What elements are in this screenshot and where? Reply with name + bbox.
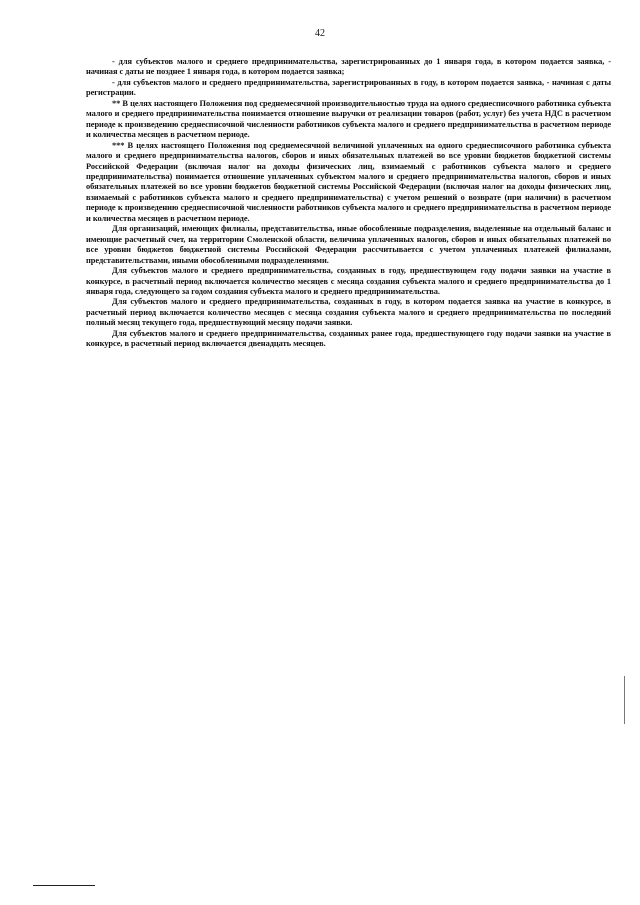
scan-margin-mark [624,676,625,724]
footer-rule [33,885,95,886]
paragraph-branches: Для организаций, имеющих филиалы, представительства, иные обособленные подразделения, выделенные на отдельный баланс и имеющие расчетный счет, на территории Смоленской области, величина уплаченных налогов, сборов и иных обязательных платежей во все уровни бюджетов бюджетной системы Российской Федерации рассчитывается с учетом уплаченных платежей филиалами, представительствами, иными обособленными подразделениями. [86,224,611,265]
page-number: 42 [315,28,325,39]
paragraph-created-current-year: Для субъектов малого и среднего предпринимательства, созданных в году, в котором подается заявка на участие в конкурсе, в расчетный период включается количество месяцев с месяца создания субъекта малого и среднего предпринимательства по последний полный месяц текущего года, предшествующий месяцу подачи заявки. [86,297,611,328]
footnote-taxes-per-employee: *** В целях настоящего Положения под среднемесячной величиной уплаченных на одного среднесписочного работника субъекта малого и среднего предпринимательства налогов, сборов и иных обязательных платежей во все уровни бюджетов бюджетной системы Российской Федерации (включая налог на доходы физических лиц, взимаемый с работников субъекта малого и среднего предпринимательства) понимается отношение уплаченных субъектом малого и среднего предпринимательства налогов, сборов и иных обязательных платежей во все уровни бюджетов бюджетной системы Российской Федерации (включая налог на доходы физических лиц, взимаемый с работников субъекта малого и среднего предпринимательства) с учетом решений о возврате (при наличии) в расчетном периоде к произведению среднесписочной численности работников субъекта малого и среднего предпринимательства в расчетном периоде и количества месяцев в расчетном периоде. [86,140,611,223]
paragraph-created-earlier: Для субъектов малого и среднего предпринимательства, созданных ранее года, предшествующего году подачи заявки на участие в конкурсе, в расчетный период включается двенадцать месяцев. [86,328,611,349]
footnote-labor-productivity: ** В целях настоящего Положения под среднемесячной производительностью труда на одного среднесписочного работника субъекта малого и среднего предпринимательства понимается отношение выручки от реализации товаров (работ, услуг) без учета НДС в расчетном периоде к произведению среднесписочной численности работников субъекта малого и среднего предпринимательства в расчетном периоде и количества месяцев в расчетном периоде. [86,98,611,140]
document-body [86,57,611,350]
paragraph-registered-before-january: - для субъектов малого и среднего предпринимательства, зарегистрированных до 1 января года, в котором подается заявка, - начиная с даты не позднее 1 января года, в котором подается заявка; [86,57,611,77]
paragraph-created-previous-year: Для субъектов малого и среднего предпринимательства, созданных в году, предшествующем году подачи заявки на участие в конкурсе, в расчетный период включается количество месяцев с месяца создания субъекта малого и среднего предпринимательства до 1 января года, следующего за годом создания субъекта малого и среднего предпринимательства. [86,266,611,296]
paragraph-registered-current-year: - для субъектов малого и среднего предпринимательства, зарегистрированных в году, в котором подается заявка, - начиная с даты регистрации. [86,77,611,98]
